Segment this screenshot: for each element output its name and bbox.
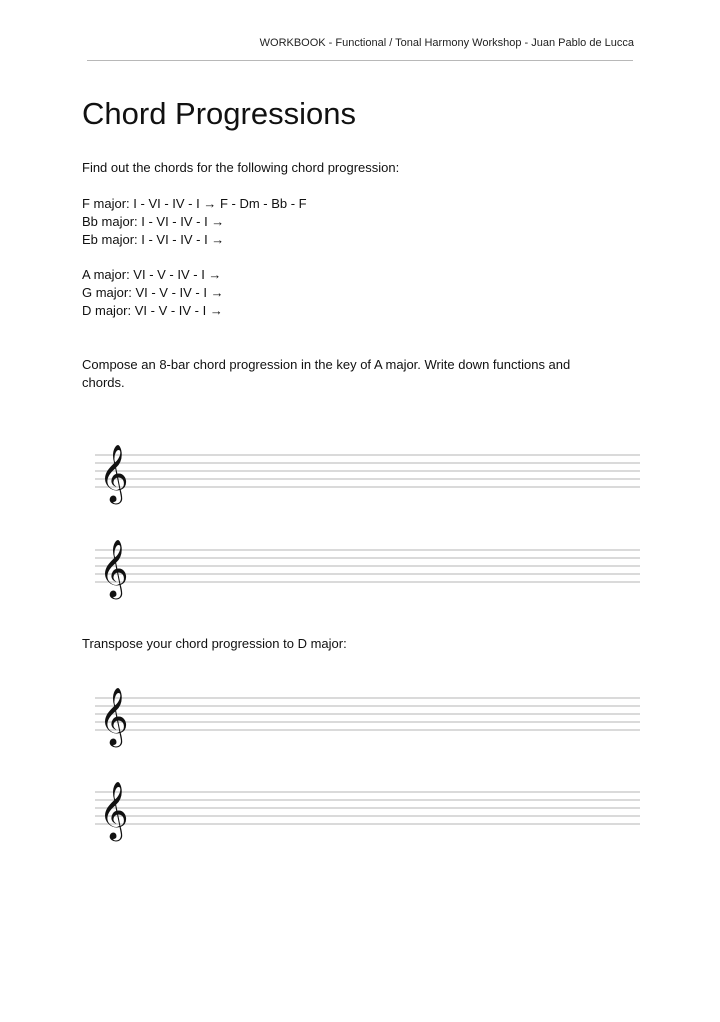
progression-f-major: F major: I - VI - IV - I → F - Dm - Bb - F bbox=[82, 196, 307, 211]
exercise3-instruction: Transpose your chord progression to D major: bbox=[82, 636, 347, 651]
treble-clef-icon: 𝄞 bbox=[99, 444, 129, 502]
music-staff-3[interactable] bbox=[95, 683, 640, 753]
progression-d-major: D major: VI - V - IV - I → bbox=[82, 303, 223, 318]
treble-clef-icon: 𝄞 bbox=[99, 539, 129, 597]
progression-eb-major: Eb major: I - VI - IV - I → bbox=[82, 232, 225, 247]
music-staff-2[interactable] bbox=[95, 535, 640, 605]
treble-clef-icon: 𝄞 bbox=[99, 781, 129, 839]
header-divider bbox=[87, 60, 633, 61]
music-staff-4[interactable] bbox=[95, 777, 640, 847]
progression-a-major: A major: VI - V - IV - I → bbox=[82, 267, 222, 282]
music-staff-1[interactable] bbox=[95, 440, 640, 510]
exercise2-instruction: Compose an 8-bar chord progression in the key of A major. Write down functions and chords. bbox=[82, 357, 571, 390]
page-title: Chord Progressions bbox=[82, 96, 356, 131]
treble-clef-icon: 𝄞 bbox=[99, 687, 129, 745]
exercise1-instruction: Find out the chords for the following chord progression: bbox=[82, 160, 400, 175]
progression-g-major: G major: VI - V - IV - I → bbox=[82, 285, 224, 300]
progression-bb-major: Bb major: I - VI - IV - I → bbox=[82, 214, 225, 229]
page-header: WORKBOOK - Functional / Tonal Harmony Workshop - Juan Pablo de Lucca bbox=[259, 37, 634, 49]
